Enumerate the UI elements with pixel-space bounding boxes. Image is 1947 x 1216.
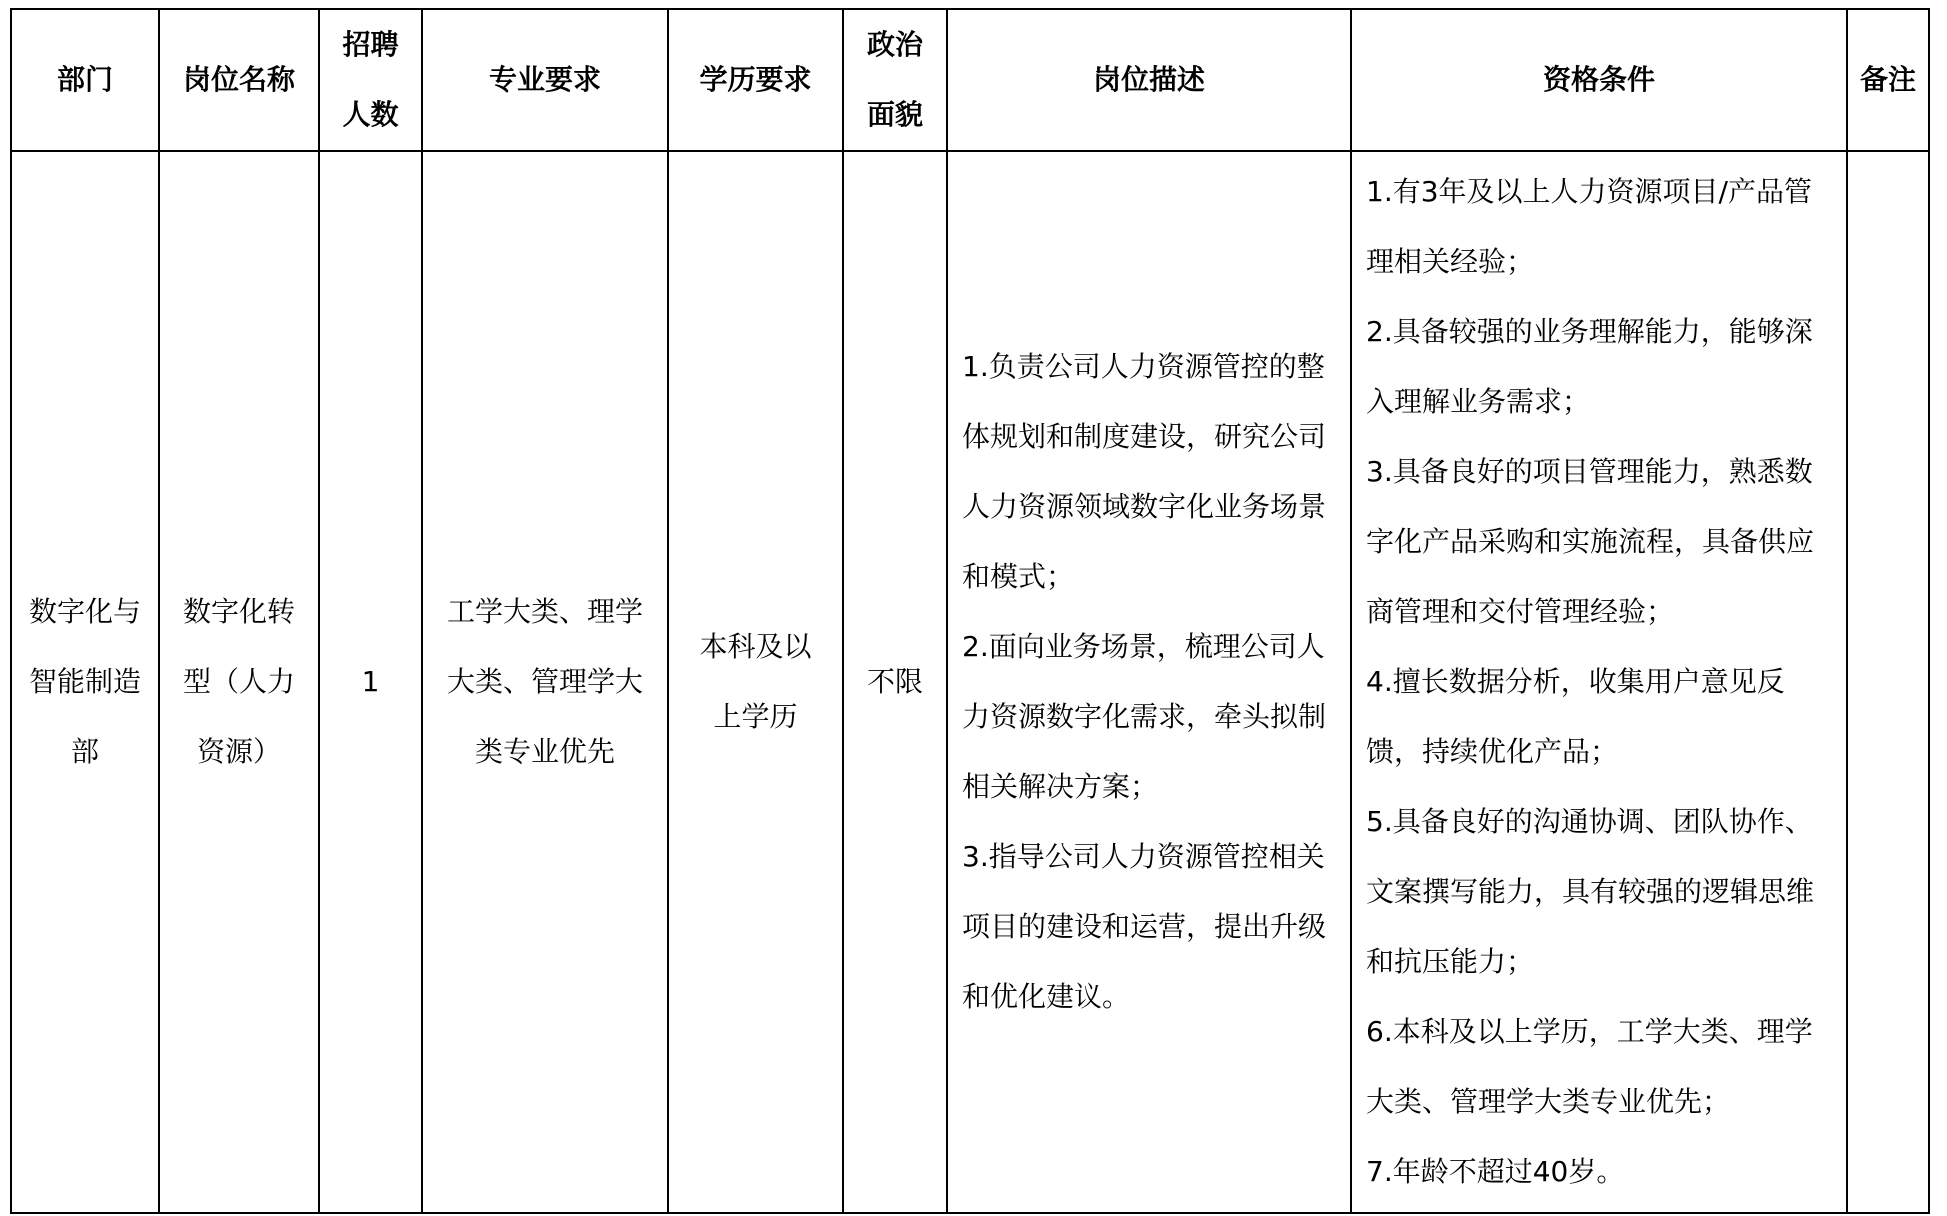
- header-position-name: 岗位名称: [159, 9, 319, 151]
- cell-position-name: 数字化转型（人力资源）: [159, 151, 319, 1213]
- list-item: 4.擅长数据分析，收集用户意见反馈，持续优化产品；: [1366, 665, 1785, 768]
- cell-headcount: 1: [319, 151, 422, 1213]
- list-item: 3.具备良好的项目管理能力，熟悉数字化产品采购和实施流程，具备供应商管理和交付管理经验；: [1366, 455, 1815, 628]
- header-job-description: 岗位描述: [947, 9, 1351, 151]
- header-remarks: 备注: [1847, 9, 1929, 151]
- cell-remarks: [1847, 151, 1929, 1213]
- list-item: 3.指导公司人力资源管控相关项目的建设和运营，提出升级和优化建议。: [962, 840, 1327, 1013]
- table-row: [11, 151, 1929, 1213]
- list-item: 2.面向业务场景，梳理公司人力资源数字化需求，牵头拟制相关解决方案；: [962, 630, 1327, 803]
- list-item: 1.负责公司人力资源管控的整体规划和制度建设，研究公司人力资源领域数字化业务场景和模式；: [962, 350, 1327, 593]
- job-table: [10, 8, 1930, 1214]
- header-education: 学历要求: [668, 9, 843, 151]
- cell-major: 工学大类、理学大类、管理学大类专业优先: [422, 151, 668, 1213]
- list-item: 1.有3年及以上人力资源项目/产品管理相关经验；: [1366, 175, 1812, 278]
- cell-department: 数字化与智能制造部: [11, 151, 159, 1213]
- cell-job-description: [947, 151, 1351, 1213]
- cell-education: 本科及以上学历: [668, 151, 843, 1213]
- header-qualifications: 资格条件: [1351, 9, 1847, 151]
- header-department: 部门: [11, 9, 159, 151]
- header-row: [11, 9, 1929, 151]
- list-item: 5.具备良好的沟通协调、团队协作、文案撰写能力，具有较强的逻辑思维和抗压能力；: [1366, 805, 1815, 978]
- list-item: 7.年龄不超过40岁。: [1366, 1155, 1625, 1188]
- header-political-status: 政治面貌: [843, 9, 947, 151]
- list-item: 2.具备较强的业务理解能力，能够深入理解业务需求；: [1366, 315, 1813, 418]
- job-description-list: [948, 332, 1350, 1032]
- cell-political-status: 不限: [843, 151, 947, 1213]
- list-item: 6.本科及以上学历，工学大类、理学大类、管理学大类专业优先；: [1366, 1015, 1813, 1118]
- header-headcount: 招聘人数: [319, 9, 422, 151]
- cell-qualifications: [1351, 151, 1847, 1213]
- header-major: 专业要求: [422, 9, 668, 151]
- qualifications-list: [1352, 157, 1846, 1207]
